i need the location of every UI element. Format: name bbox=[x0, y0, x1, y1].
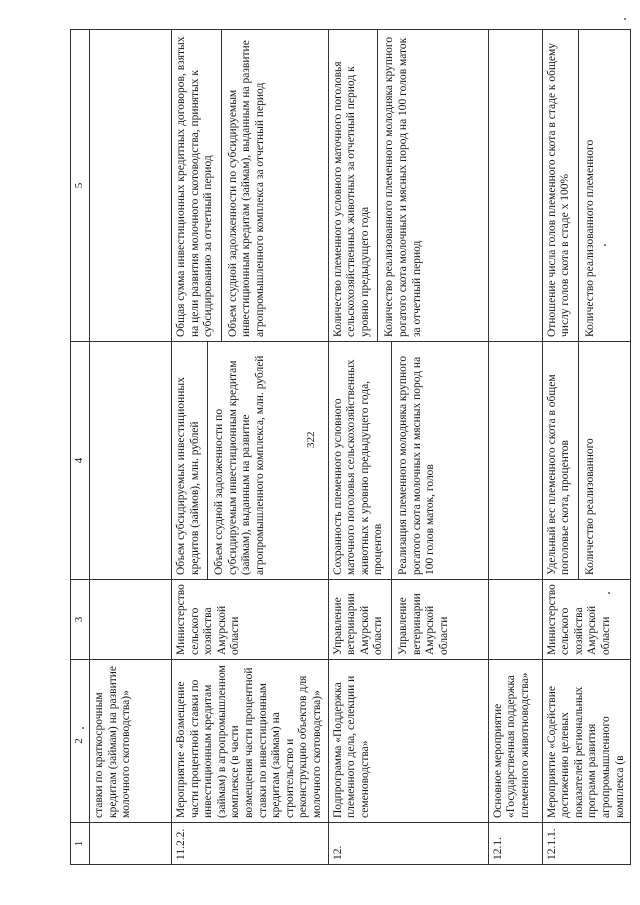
scan-speck bbox=[604, 244, 606, 246]
header-cell: 5 bbox=[71, 30, 90, 342]
row-number-cell: 12. bbox=[328, 823, 488, 865]
executor-cell bbox=[90, 580, 172, 660]
result-text: Количество реализованного племенного bbox=[578, 30, 598, 341]
executor-cell bbox=[328, 580, 488, 660]
table-row bbox=[172, 30, 329, 865]
row-number-cell: 12.1.1. bbox=[542, 823, 631, 865]
executor-text: Управление ветеринарии Амурской области bbox=[391, 580, 451, 659]
executor-cell: Министерство сельского хозяйства Амурской области bbox=[172, 580, 329, 660]
table-row bbox=[542, 30, 631, 865]
header-cell: 1 bbox=[71, 823, 90, 865]
result-text: Общая сумма инвестиционных кредитных договоров, взятых на цели развития молочного скотоводства, принятых к субсидированию за отчетный период bbox=[175, 36, 215, 337]
result-text: Количество племенного условного маточного поголовья сельскохозяйственных животных за отчетный период к уровню предыдущего года bbox=[331, 61, 371, 337]
result-cell bbox=[488, 30, 542, 342]
result-text: Отношение числа голов племенного скота в стаде к общему числу голов скота в стаде х 100% bbox=[545, 43, 572, 337]
measure-name-cell: ставки по краткосрочным кредитам (займам) на развитие молочного скотоводства)» bbox=[90, 660, 172, 823]
indicator-cell bbox=[328, 342, 488, 580]
indicator-text: Сохранность племенного условного маточного поголовья сельскохозяйственных животных к уровню предыдущего года, процентов bbox=[331, 359, 385, 575]
indicator-text: Объем субсидируемых инвестиционных кредитов (займов), млн. рублей bbox=[175, 377, 201, 575]
result-cell bbox=[172, 30, 329, 342]
indicator-text: Удельный вес племенного скота в общем поголовье скота, процентов bbox=[545, 374, 572, 575]
header-cell: 3 bbox=[71, 580, 90, 660]
indicator-cell bbox=[90, 342, 172, 580]
rotated-table-container bbox=[70, 30, 626, 865]
indicator-text: Количество реализованного bbox=[578, 342, 598, 579]
page-number: 322 bbox=[305, 431, 317, 448]
measure-name-cell: Подпрограмма «Поддержка племенного дела, селекции и семеноводства» bbox=[328, 660, 488, 823]
executor-cell bbox=[488, 580, 542, 660]
measure-name-cell: Мероприятие «Содействие достижению целевых показателей региональных программ развития агропромышленного комплекса (в bbox=[542, 660, 631, 823]
executor-cell: Министерство сельского хозяйства Амурской области bbox=[542, 580, 631, 660]
indicator-text: Реализация племенного молодняка крупного рогатого скота молочных и мясных пород на 100 голов маток, голов bbox=[391, 342, 438, 579]
measure-name-cell: Мероприятие «Возмещение части процентной ставки по инвестиционным кредитам (займам) в агропромышленном комплексе (в части возмещения части процентной ставки по инвестиционным кредитам (займам) на строительство и реконструкцию объектов для молочного скотоводства)» bbox=[172, 660, 329, 823]
indicator-text: Объем ссудной задолженности по субсидируемым инвестиционным кредитам (займам), выданным на развитие агропромышленного комплекса, млн. рублей bbox=[207, 342, 267, 579]
result-cell bbox=[90, 30, 172, 342]
header-cell: 4 bbox=[71, 342, 90, 580]
table-row bbox=[90, 30, 172, 865]
scan-speck bbox=[608, 592, 610, 594]
row-number-cell: 11.2.2. bbox=[172, 823, 329, 865]
scan-speck bbox=[82, 727, 84, 729]
result-text: Объем ссудной задолженности по субсидируемым инвестиционным кредитам (займам), выданным на развитие агропромышленного комплекса за отчетный период bbox=[221, 30, 268, 341]
table-row bbox=[488, 30, 542, 865]
executor-text: Управление ветеринарии Амурской области bbox=[331, 593, 385, 655]
indicator-cell bbox=[542, 342, 631, 580]
result-text: Количество реализованного племенного молодняка крупного рогатого скота молочных и мясных пород на 100 голов маток за отчетный период bbox=[377, 30, 424, 341]
indicator-cell bbox=[488, 342, 542, 580]
indicator-cell bbox=[172, 342, 329, 580]
row-number-cell bbox=[90, 823, 172, 865]
result-cell bbox=[328, 30, 488, 342]
row-number-cell: 12.1. bbox=[488, 823, 542, 865]
scan-speck bbox=[624, 18, 626, 20]
measures-table bbox=[70, 29, 631, 865]
table-row bbox=[328, 30, 488, 865]
table-header-row bbox=[71, 30, 90, 865]
header-cell: 2 bbox=[71, 660, 90, 823]
measure-name-cell: Основное мероприятие «Государственная поддержка племенного животноводства» bbox=[488, 660, 542, 823]
result-cell bbox=[542, 30, 631, 342]
